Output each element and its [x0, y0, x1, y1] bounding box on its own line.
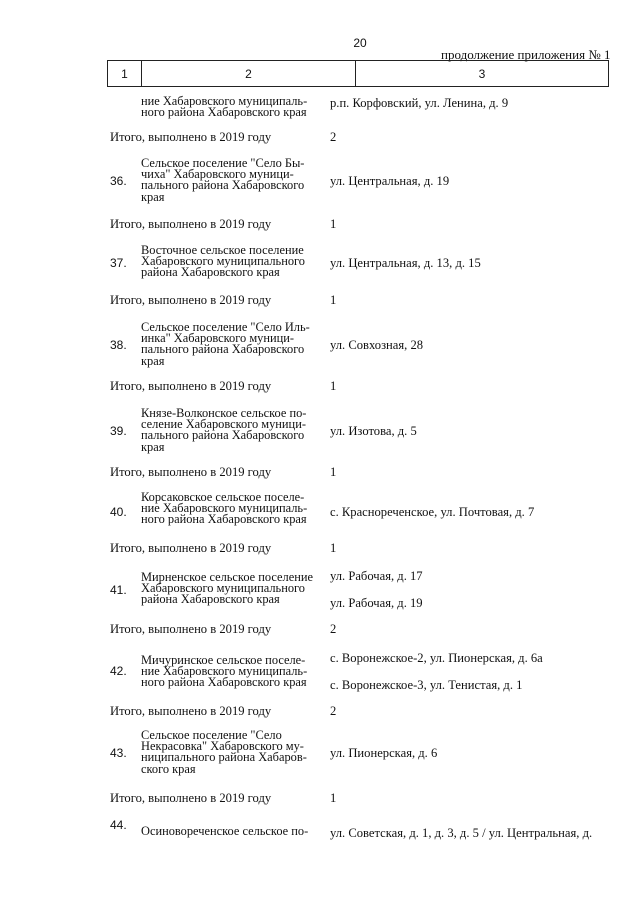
address: ул. Советская, д. 1, д. 3, д. 5 / ул. Центральная, д. — [330, 826, 593, 840]
address: ул. Центральная, д. 13, д. 15 — [330, 256, 481, 270]
total-value: 1 — [330, 465, 337, 479]
total-label: Итого, выполнено в 2019 году — [110, 130, 272, 144]
total-value: 1 — [330, 791, 337, 805]
row-number: 40. — [110, 505, 127, 519]
page-number: 20 — [353, 36, 367, 50]
entity-name: Восточное сельское поселение Хабаровского муниципального района Хабаровского края — [141, 243, 305, 280]
total-value: 2 — [330, 704, 337, 718]
entity-name: Осиновореченское сельское по- — [141, 824, 309, 838]
row-number: 42. — [110, 664, 127, 678]
total-value: 1 — [330, 379, 337, 393]
address: ул. Центральная, д. 19 — [330, 174, 450, 188]
address: ул. Рабочая, д. 19 — [330, 596, 423, 610]
address: с. Краснореченское, ул. Почтовая, д. 7 — [330, 505, 535, 519]
row-number: 44. — [110, 818, 127, 832]
address: с. Воронежское-3, ул. Тенистая, д. 1 — [330, 678, 523, 692]
header-col-2: 2 — [142, 61, 356, 86]
total-value: 1 — [330, 293, 337, 307]
address: ул. Изотова, д. 5 — [330, 424, 417, 438]
total-label: Итого, выполнено в 2019 году — [110, 379, 272, 393]
entity-name: Сельское поселение "Село Некрасовка" Хабаровского му- ниципального района Хабаров- ского края — [141, 728, 307, 776]
row-number: 41. — [110, 583, 127, 597]
total-value: 1 — [330, 217, 337, 231]
address: ул. Пионерская, д. 6 — [330, 746, 438, 760]
table-header — [107, 60, 609, 87]
address: ул. Рабочая, д. 17 — [330, 569, 423, 583]
address: с. Воронежское-2, ул. Пионерская, д. 6а — [330, 651, 543, 665]
row-number: 43. — [110, 746, 127, 760]
address: р.п. Корфовский, ул. Ленина, д. 9 — [330, 96, 509, 110]
entity-name: Мирненское сельское поселение Хабаровского муниципального района Хабаровского края — [141, 570, 313, 607]
total-value: 2 — [330, 622, 337, 636]
header-col-1: 1 — [108, 61, 142, 86]
total-label: Итого, выполнено в 2019 году — [110, 293, 272, 307]
entity-name: Князе-Волконское сельское по- селение Хабаровского муници- пального района Хабаровского края — [141, 406, 307, 454]
row-number: 37. — [110, 256, 127, 270]
address: ул. Совхозная, 28 — [330, 338, 424, 352]
entity-name: Сельское поселение "Село Иль- инка" Хабаровского муници- пального района Хабаровского края — [141, 320, 310, 368]
entity-name: Корсаковское сельское поселе- ние Хабаровского муниципаль- ного района Хабаровского края — [141, 490, 308, 527]
total-value: 2 — [330, 130, 337, 144]
total-value: 1 — [330, 541, 337, 555]
header-col-3: 3 — [478, 66, 486, 81]
row-number: 36. — [110, 174, 127, 188]
total-label: Итого, выполнено в 2019 году — [110, 217, 272, 231]
entity-name: ние Хабаровского муниципаль- ного района Хабаровского края — [141, 94, 308, 120]
row-number: 38. — [110, 338, 127, 352]
total-label: Итого, выполнено в 2019 году — [110, 622, 272, 636]
total-label: Итого, выполнено в 2019 году — [110, 465, 272, 479]
continuation-note: продолжение приложения № 1 — [441, 47, 611, 62]
total-label: Итого, выполнено в 2019 году — [110, 541, 272, 555]
entity-name: Мичуринское сельское поселе- ние Хабаровского муниципаль- ного района Хабаровского края — [141, 653, 308, 690]
row-number: 39. — [110, 424, 127, 438]
total-label: Итого, выполнено в 2019 году — [110, 791, 272, 805]
entity-name: Сельское поселение "Село Бы- чиха" Хабаровского муници- пального района Хабаровского края — [141, 156, 305, 204]
total-label: Итого, выполнено в 2019 году — [110, 704, 272, 718]
